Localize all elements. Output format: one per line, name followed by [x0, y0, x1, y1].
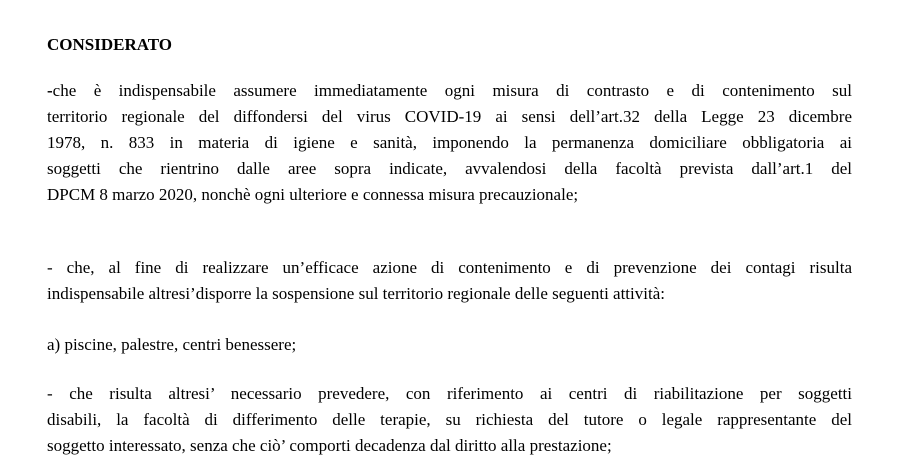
- paragraph-line: - che risulta altresi’ necessario prevedere, con riferimento ai centri di riabilitazione per soggetti: [47, 384, 852, 403]
- paragraph-line: a) piscine, palestre, centri benessere;: [47, 335, 297, 354]
- lead-dash: -: [47, 81, 53, 100]
- list-item-a: [47, 332, 852, 358]
- paragraph-line: -che è indispensabile assumere immediatamente ogni misura di contrasto e di contenimento sul: [47, 81, 852, 100]
- paragraph-considerato-1: [47, 78, 852, 208]
- paragraph-line: 1978, n. 833 in materia di igiene e sanità, imponendo la permanenza domiciliare obbligatoria ai: [47, 133, 852, 152]
- paragraph-line: - che, al fine di realizzare un’efficace azione di contenimento e di prevenzione dei contagi risulta: [47, 258, 852, 277]
- paragraph-considerato-3: [47, 381, 852, 459]
- paragraph-line: DPCM 8 marzo 2020, nonchè ogni ulteriore e connessa misura precauzionale;: [47, 185, 579, 204]
- paragraph-line: territorio regionale del diffondersi del virus COVID-19 ai sensi dell’art.32 della Legge 23 dicembre: [47, 107, 852, 126]
- paragraph-line: soggetti che rientrino dalle aree sopra indicate, avvalendosi della facoltà prevista dall’art.1 del: [47, 159, 852, 178]
- paragraph-line: disabili, la facoltà di differimento delle terapie, su richiesta del tutore o legale rappresentante del: [47, 410, 852, 429]
- section-heading: CONSIDERATO: [47, 35, 173, 54]
- paragraph-line: soggetto interessato, senza che ciò’ comporti decadenza dal diritto alla prestazione;: [47, 436, 612, 455]
- paragraph-line: indispensabile altresi’disporre la sospensione sul territorio regionale delle seguenti attività:: [47, 284, 665, 303]
- paragraph-considerato-2: [47, 255, 852, 307]
